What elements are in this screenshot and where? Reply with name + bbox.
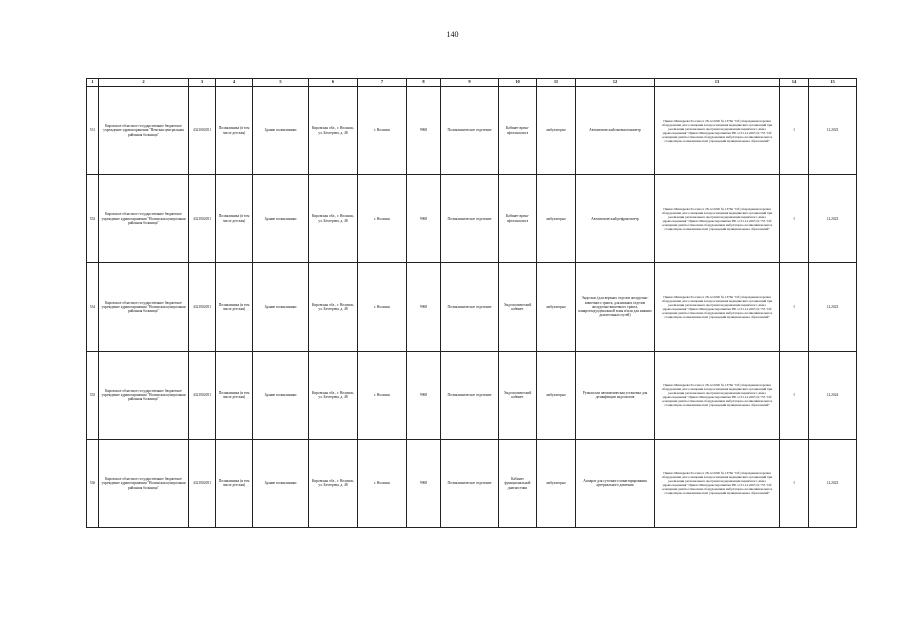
building-name: Здание поликлиники — [253, 439, 309, 527]
department: Поликлиническое отделение — [441, 175, 499, 263]
building-name: Здание поликлиники — [253, 175, 309, 263]
address: Кировская обл., г. Нолинск, ул. Бехтерева, д. 48 — [309, 263, 358, 351]
room: Кабинет функциональной диагностики — [499, 439, 537, 527]
legal-basis: Приказ Минздрава России от 28.12.2020 № 1379н "Об утверждении перечня оборудования для оснащения и переоснащения медицинских организаций при реализации региональных программ модернизации первичного звена здравоохранения" Приказ Минздравсоцразвития РФ от 01.12.2005 № 753 "Об оснащении диагностическим оборудованием амбулаторно-поликлинических и стационарно-поликлинических учреждений муниципальных образований" — [655, 263, 780, 351]
column-header: 11 — [537, 79, 576, 87]
city: г. Нолинск — [358, 175, 407, 263]
equipment-name: Эндоскоп (для верхних отделов желудочно-кишечного тракта, для нижних отделов желудочно-кишечного тракта, панкреатодуоденальной зоны и/или для нижних дыхательных путей) — [576, 263, 655, 351]
table-row — [87, 351, 857, 439]
room: Кабинет врача-офтальмолога — [499, 87, 537, 175]
inn-code: 4321002051 — [189, 351, 216, 439]
quantity: 1 — [780, 263, 809, 351]
department: Поликлиническое отделение — [441, 263, 499, 351]
inn-code: 4321002051 — [189, 263, 216, 351]
page-number: 140 — [446, 30, 459, 39]
city: г. Нолинск — [358, 351, 407, 439]
due-date: 12.2023 — [809, 175, 857, 263]
city: г. Нолинск — [358, 263, 407, 351]
care-mode: Поликлиника (в том числе детская) — [216, 351, 253, 439]
code: 9968 — [407, 351, 441, 439]
table-row — [87, 439, 857, 527]
column-header: 5 — [253, 79, 309, 87]
table-row — [87, 87, 857, 175]
care-mode: Поликлиника (в том числе детская) — [216, 175, 253, 263]
organization-name: Кировское областное государственное бюджетное учреждение здравоохранения "Нолинская центральная районная больница" — [99, 439, 189, 527]
inn-code: 4321002051 — [189, 439, 216, 527]
organization-name: Кировское областное государственное бюджетное учреждение здравоохранения "Нолинская центральная районная больница" — [99, 175, 189, 263]
row-number: 536 — [87, 439, 99, 527]
equipment-name: Автоматический рефрактометр — [576, 175, 655, 263]
table-row — [87, 263, 857, 351]
address: Кировская обл., г. Нолинск, ул. Бехтерева, д. 48 — [309, 87, 358, 175]
organization-name: Кировское областное государственное бюджетное учреждение здравоохранения "Немская центральная районная больница" — [99, 87, 189, 175]
row-number: 531 — [87, 87, 99, 175]
legal-basis: Приказ Минздрава России от 28.12.2020 № 1379н "Об утверждении перечня оборудования для оснащения и переоснащения медицинских организаций при реализации региональных программ модернизации первичного звена здравоохранения" Приказ Минздравсоцразвития РФ от 01.12.2005 № 753 "Об оснащении диагностическим оборудованием амбулаторно-поликлинических и стационарно-поликлинических учреждений муниципальных образований" — [655, 439, 780, 527]
column-header: 14 — [780, 79, 809, 87]
department: Поликлиническое отделение — [441, 439, 499, 527]
city: г. Нолинск — [358, 87, 407, 175]
care-type: амбулаторно — [537, 263, 576, 351]
table-row — [87, 175, 857, 263]
column-header: 2 — [99, 79, 189, 87]
due-date: 12.2023 — [809, 87, 857, 175]
quantity: 1 — [780, 175, 809, 263]
building-name: Здание поликлиники — [253, 351, 309, 439]
legal-basis: Приказ Минздрава России от 28.12.2020 № 1379н "Об утверждении перечня оборудования для оснащения и переоснащения медицинских организаций при реализации региональных программ модернизации первичного звена здравоохранения" Приказ Минздравсоцразвития РФ от 01.12.2005 № 753 "Об оснащении диагностическим оборудованием амбулаторно-поликлинических и стационарно-поликлинических учреждений муниципальных образований" — [655, 351, 780, 439]
room: Эндоскопический кабинет — [499, 351, 537, 439]
address: Кировская обл., г. Нолинск, ул. Бехтерева, д. 48 — [309, 439, 358, 527]
column-header: 15 — [809, 79, 857, 87]
column-header: 4 — [216, 79, 253, 87]
city: г. Нолинск — [358, 439, 407, 527]
column-header: 7 — [358, 79, 407, 87]
quantity: 1 — [780, 87, 809, 175]
legal-basis: Приказ Минздрава России от 28.12.2020 № 1379н "Об утверждении перечня оборудования для оснащения и переоснащения медицинских организаций при реализации региональных программ модернизации первичного звена здравоохранения" Приказ Минздравсоцразвития РФ от 01.12.2005 № 753 "Об оснащении диагностическим оборудованием амбулаторно-поликлинических и стационарно-поликлинических учреждений муниципальных образований" — [655, 87, 780, 175]
column-header: 6 — [309, 79, 358, 87]
code: 9968 — [407, 175, 441, 263]
building-name: Здание поликлиники — [253, 87, 309, 175]
column-header: 10 — [499, 79, 537, 87]
care-mode: Поликлиника (в том числе детская) — [216, 263, 253, 351]
column-header: 8 — [407, 79, 441, 87]
due-date: 12.2023 — [809, 263, 857, 351]
organization-name: Кировское областное государственное бюджетное учреждение здравоохранения "Нолинская центральная районная больница" — [99, 351, 189, 439]
row-number: 534 — [87, 263, 99, 351]
equipment-register-table — [86, 78, 857, 528]
room: Кабинет врача-офтальмолога — [499, 175, 537, 263]
quantity: 1 — [780, 351, 809, 439]
organization-name: Кировское областное государственное бюджетное учреждение здравоохранения "Нолинская центральная районная больница" — [99, 263, 189, 351]
care-mode: Поликлиника (в том числе детская) — [216, 87, 253, 175]
room: Эндоскопический кабинет — [499, 263, 537, 351]
equipment-name: Автоматический пневмотонометр — [576, 87, 655, 175]
care-type: амбулаторно — [537, 87, 576, 175]
code: 9968 — [407, 439, 441, 527]
inn-code: 4321002051 — [189, 175, 216, 263]
care-type: амбулаторно — [537, 439, 576, 527]
column-header: 12 — [576, 79, 655, 87]
inn-code: 4321002051 — [189, 87, 216, 175]
due-date: 12.2023 — [809, 439, 857, 527]
legal-basis: Приказ Минздрава России от 28.12.2020 № 1379н "Об утверждении перечня оборудования для оснащения и переоснащения медицинских организаций при реализации региональных программ модернизации первичного звена здравоохранения" Приказ Минздравсоцразвития РФ от 01.12.2005 № 753 "Об оснащении диагностическим оборудованием амбулаторно-поликлинических и стационарно-поликлинических учреждений муниципальных образований" — [655, 175, 780, 263]
code: 9968 — [407, 263, 441, 351]
building-name: Здание поликлиники — [253, 263, 309, 351]
address: Кировская обл., г. Нолинск, ул. Бехтерева, д. 48 — [309, 175, 358, 263]
care-mode: Поликлиника (в том числе детская) — [216, 439, 253, 527]
row-number: 535 — [87, 351, 99, 439]
equipment-name: Ручная или автоматическая установка для дезинфекции эндоскопов — [576, 351, 655, 439]
equipment-name: Аппарат для суточного мониторирования артериального давления — [576, 439, 655, 527]
column-header: 13 — [655, 79, 780, 87]
quantity: 1 — [780, 439, 809, 527]
care-type: амбулаторно — [537, 351, 576, 439]
code: 9968 — [407, 87, 441, 175]
address: Кировская обл., г. Нолинск, ул. Бехтерева, д. 48 — [309, 351, 358, 439]
column-header: 3 — [189, 79, 216, 87]
due-date: 12.2024 — [809, 351, 857, 439]
department: Поликлиническое отделение — [441, 87, 499, 175]
column-header: 1 — [87, 79, 99, 87]
row-number: 533 — [87, 175, 99, 263]
care-type: амбулаторно — [537, 175, 576, 263]
department: Поликлиническое отделение — [441, 351, 499, 439]
header-row — [87, 79, 857, 87]
column-header: 9 — [441, 79, 499, 87]
